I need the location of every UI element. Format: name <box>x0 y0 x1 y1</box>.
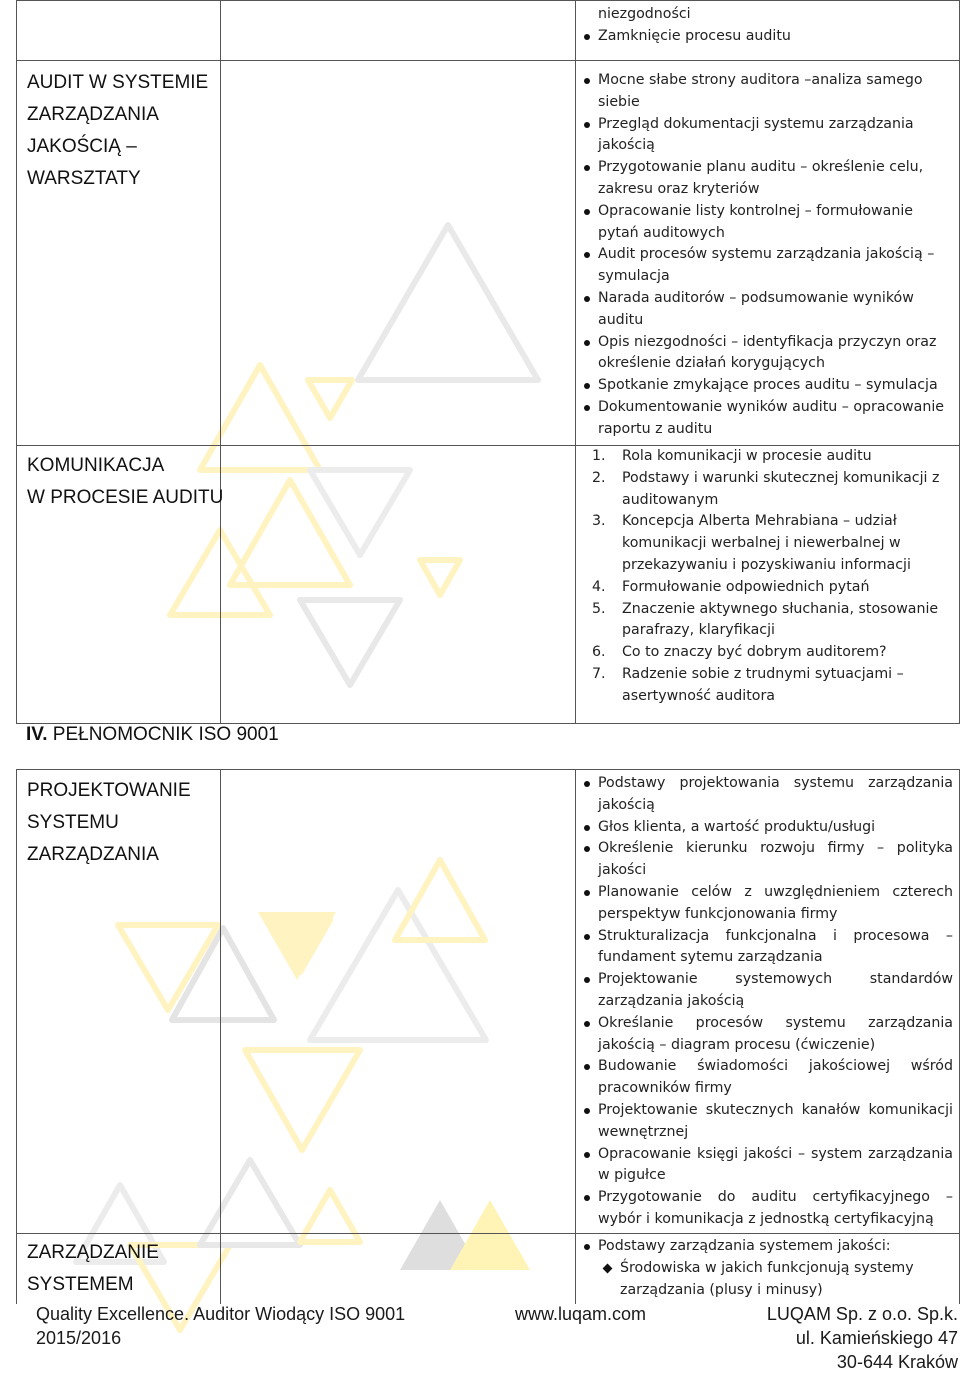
numbered-item: 1. Rola komunikacji w procesie auditu <box>592 448 872 464</box>
list-item: Opracowanie księgi jakości – system zarządzania w pigułce <box>584 1144 953 1188</box>
table-row <box>17 446 960 724</box>
table-cell <box>221 61 576 446</box>
list-item: Projektowanie systemowych standardów zarządzania jakością <box>584 969 953 1013</box>
list-item: Zamknięcie procesu auditu <box>584 26 953 48</box>
list-item: Przygotowanie do auditu certyfikacyjnego – wybór i komunikacja z jednostką certyfikacyjną <box>584 1187 953 1231</box>
management-topics <box>576 1234 960 1304</box>
module-title-audit-workshop: AUDIT W SYSTEMIE ZARZĄDZANIA JAKOŚCIĄ – WARSZTATY <box>17 61 221 446</box>
table-cell <box>221 770 576 1234</box>
audit-workshop-topics <box>576 61 960 446</box>
table-cell <box>221 446 576 724</box>
program-table-2 <box>16 769 960 1304</box>
list-item: Głos klienta, a wartość produktu/usługi <box>584 817 953 839</box>
list-item: Mocne słabe strony auditora –analiza samego siebie <box>584 70 953 114</box>
footer-city: 30-644 Kraków <box>836 1352 958 1372</box>
list-item: Podstawy zarządzania systemem jakości: <box>584 1236 953 1258</box>
table-cell <box>221 1234 576 1304</box>
table-row <box>17 770 960 1234</box>
module-title-management: ZARZĄDZANIE SYSTEMEM <box>17 1234 221 1304</box>
footer-company-name: LUQAM Sp. z o.o. Sp.k. <box>766 1304 958 1324</box>
module-title-design: PROJEKTOWANIE SYSTEMU ZARZĄDZANIA <box>17 770 221 1234</box>
list-item: niezgodności <box>598 6 691 22</box>
numbered-item: 7. Radzenie sobie z trudnymi sytuacjami – asertywność auditora <box>592 665 904 704</box>
list-item: Audit procesów systemu zarządzania jakością – symulacja <box>584 244 953 288</box>
table-row <box>17 61 960 446</box>
list-item: Narada auditorów – podsumowanie wyników auditu <box>584 288 953 332</box>
numbered-item: 2. Podstawy i warunki skutecznej komunikacji z auditowanym <box>592 469 940 508</box>
table-cell <box>17 1 221 61</box>
footer-year: 2015/2016 <box>36 1328 122 1348</box>
design-topics <box>576 770 960 1234</box>
footer-website-link[interactable]: www.luqam.com <box>515 1304 647 1324</box>
table-row <box>17 1234 960 1304</box>
numbered-item: 5. Znaczenie aktywnego słuchania, stosowanie parafrazy, klaryfikacji <box>592 600 939 639</box>
list-item: Dokumentowanie wyników auditu – opracowanie raportu z auditu <box>584 397 953 441</box>
footer-street: ul. Kamieńskiego 47 <box>795 1328 958 1348</box>
sub-list-item: Środowiska w jakich funkcjonują systemy zarządzania (plusy i minusy) <box>584 1258 953 1302</box>
numbered-item: 4. Formułowanie odpowiednich pytań <box>592 578 870 595</box>
list-item: Spotkanie zmykające proces auditu – symulacja <box>584 375 953 397</box>
numbered-item: 6. Co to znaczy być dobrym auditorem? <box>592 644 887 661</box>
table-row <box>17 1 960 61</box>
continued-cell <box>576 1 960 61</box>
page-footer <box>0 1302 960 1397</box>
list-item: Określanie procesów systemu zarządzania jakością – diagram procesu (ćwiczenie) <box>584 1013 953 1057</box>
list-item: Podstawy projektowania systemu zarządzania jakością <box>584 773 953 817</box>
section-heading: IV. PEŁNOMOCNIK ISO 9001 <box>26 724 279 745</box>
list-item: Budowanie świadomości jakościowej wśród pracowników firmy <box>584 1056 953 1100</box>
list-item: Opracowanie listy kontrolnej – formułowanie pytań auditowych <box>584 201 953 245</box>
table-cell <box>221 1 576 61</box>
program-table-1 <box>16 0 960 724</box>
communication-topics <box>576 446 960 724</box>
list-item: Opis niezgodności – identyfikacja przyczyn oraz określenie działań korygujących <box>584 332 953 376</box>
list-item: Strukturalizacja funkcjonalna i procesowa – fundament sytemu zarządzania <box>584 926 953 970</box>
numbered-item: 3. Koncepcja Alberta Mehrabiana – udział komunikacji werbalnej i niewerbalnej w przekazywaniu i pozyskiwaniu informacji <box>592 513 911 573</box>
list-item: Przygotowanie planu auditu – określenie celu, zakresu oraz kryteriów <box>584 157 953 201</box>
footer-course-name: Quality Excellence. Auditor Wiodący ISO 9001 <box>36 1304 406 1324</box>
list-item: Określenie kierunku rozwoju firmy – polityka jakości <box>584 838 953 882</box>
list-item: Planowanie celów z uwzględnieniem czterech perspektyw funkcjonowania firmy <box>584 882 953 926</box>
module-title-communication: KOMUNIKACJA W PROCESIE AUDITU <box>17 446 221 724</box>
list-item: Projektowanie skutecznych kanałów komunikacji wewnętrznej <box>584 1100 953 1144</box>
list-item: Przegląd dokumentacji systemu zarządzania jakością <box>584 114 953 158</box>
